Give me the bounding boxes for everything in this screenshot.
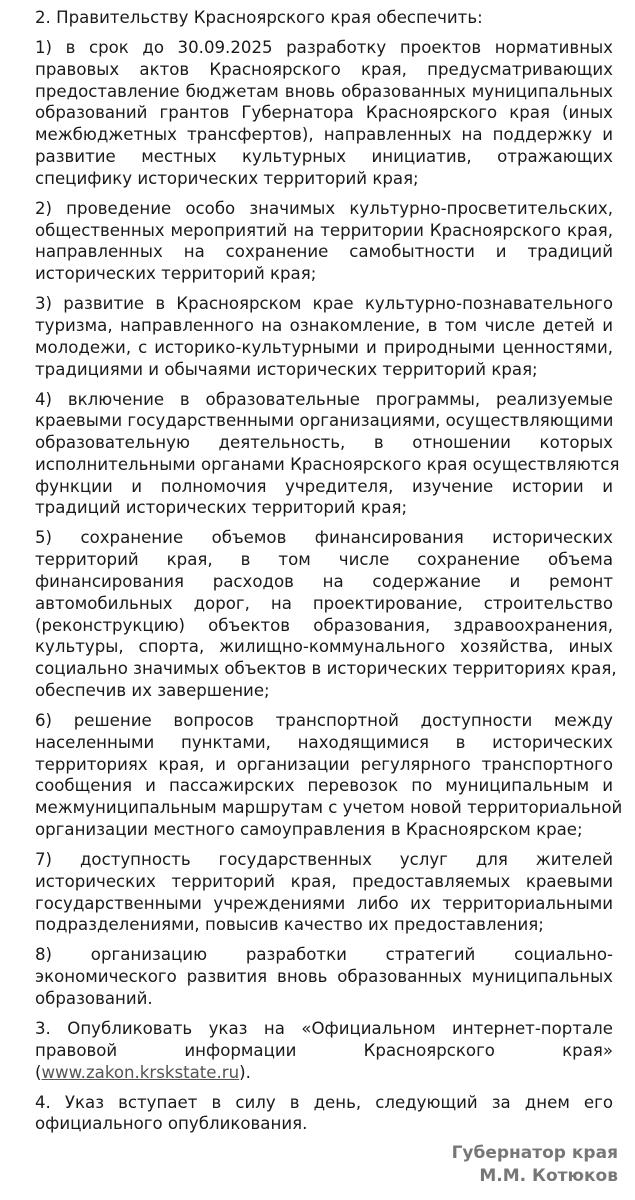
text-line: исторических территорий края; xyxy=(35,264,317,284)
text-line: сообщения и пассажирских перевозок по муниципальным и xyxy=(35,776,613,796)
document-body xyxy=(35,7,623,1143)
text-line: туризма, направленного на ознакомление, в том числе детей и xyxy=(35,315,613,335)
text-line: 4. Указ вступает в силу в день, следующий за днем его xyxy=(35,1092,613,1112)
text-line: 7) доступность государственных услуг для жителей xyxy=(35,850,613,869)
text-line: образований грантов Губернатора Красноярского края (иных xyxy=(35,103,613,123)
text-line: государственными учреждениями либо их территориальными xyxy=(35,893,613,913)
signature-block xyxy=(452,1142,618,1188)
text-line: официального опубликования. xyxy=(35,1114,308,1134)
link-prefix: ( xyxy=(35,1062,42,1082)
text-line: традициями и обычаями исторических территорий края; xyxy=(35,359,538,379)
text-line: территорий края, в том числе сохранение объема xyxy=(35,550,613,570)
text-line: культуры, спорта, жилищно-коммунального хозяйства, иных xyxy=(35,637,613,657)
signature-name: М.М. Котюков xyxy=(479,1166,618,1186)
text-line: функции и полномочия учредителя, изучение истории и xyxy=(35,476,613,496)
paragraph xyxy=(35,389,620,520)
paragraph xyxy=(35,710,623,841)
text-line: межмуниципальным маршрутам с учетом новой территориальной xyxy=(35,798,623,818)
text-line: 5) сохранение объемов финансирования исторических xyxy=(35,528,613,548)
text-line: общественных мероприятий на территории Красноярского края, xyxy=(35,220,613,240)
text-line: финансирования расходов на содержание и ремонт xyxy=(35,572,613,592)
signature-position: Губернатор края xyxy=(451,1143,618,1163)
text-line: территориях края, и организации регулярного транспортного xyxy=(35,754,613,774)
text-line: 3. Опубликовать указ на «Официальном интернет-портале xyxy=(35,1018,613,1038)
text-line: экономического развития вновь образованных муниципальных xyxy=(35,967,613,987)
text-line: краевыми государственными организациями, осуществляющими xyxy=(35,411,614,431)
text-line: 8) организацию разработки стратегий социально- xyxy=(35,945,613,965)
paragraph xyxy=(35,1018,613,1083)
text-line: организации местного самоуправления в Красноярском крае; xyxy=(35,820,583,840)
paragraph xyxy=(35,944,613,1009)
text-line: направленных на сохранение самобытности и традиций xyxy=(35,242,613,262)
text-line: правовой информации Красноярского края» xyxy=(35,1040,613,1060)
text-line: исторических территорий края, предоставляемых краевыми xyxy=(35,871,613,891)
paragraph xyxy=(35,527,617,701)
text-line: автомобильных дорог, на проектирование, строительство xyxy=(35,593,613,613)
text-line: предоставление бюджетам вновь образованных муниципальных xyxy=(35,81,613,101)
text-line xyxy=(35,1062,613,1084)
paragraph xyxy=(35,198,613,285)
text-line: 2) проведение особо значимых культурно-просветительских, xyxy=(35,198,613,218)
text-line: 3) развитие в Красноярском крае культурно-познавательного xyxy=(35,294,613,314)
text-line: 4) включение в образовательные программы, реализуемые xyxy=(35,389,613,409)
paragraph xyxy=(35,1092,613,1136)
text-line: 6) решение вопросов транспортной доступности между xyxy=(35,711,613,731)
paragraph xyxy=(35,7,613,29)
paragraph xyxy=(35,293,613,380)
text-line: социально значимых объектов в исторических территориях края, xyxy=(35,659,617,679)
text-line: правовых актов Красноярского края, предусматривающих xyxy=(35,59,613,79)
text-line: развитие местных культурных инициатив, отражающих xyxy=(35,146,613,166)
paragraph xyxy=(35,849,613,936)
text-line: населенными пунктами, находящимися в исторических xyxy=(35,732,613,752)
text-line: 1) в срок до 30.09.2025 разработку проектов нормативных xyxy=(35,37,613,57)
text-line: (реконструкцию) объектов образования, здравоохранения, xyxy=(35,615,613,635)
text-line: специфику исторических территорий края; xyxy=(35,168,419,188)
text-line: исполнительными органами Красноярского края осуществляются xyxy=(35,454,620,474)
text-line: межбюджетных трансфертов), направленных на поддержку и xyxy=(35,125,613,145)
portal-link[interactable]: www.zakon.krskstate.ru xyxy=(41,1062,240,1082)
link-suffix: ). xyxy=(239,1062,251,1082)
text-line: обеспечив их завершение; xyxy=(35,681,270,701)
text-line: образовательную деятельность, в отношении которых xyxy=(35,433,613,453)
text-line: молодежи, с историко-культурными и природными ценностями, xyxy=(35,337,613,357)
paragraph xyxy=(35,37,613,190)
text-line: традиций исторических территорий края; xyxy=(35,498,408,518)
text-line: 2. Правительству Красноярского края обеспечить: xyxy=(35,8,483,27)
text-line: образований. xyxy=(35,988,153,1008)
text-line: подразделениями, повысив качество их предоставления; xyxy=(35,915,544,935)
